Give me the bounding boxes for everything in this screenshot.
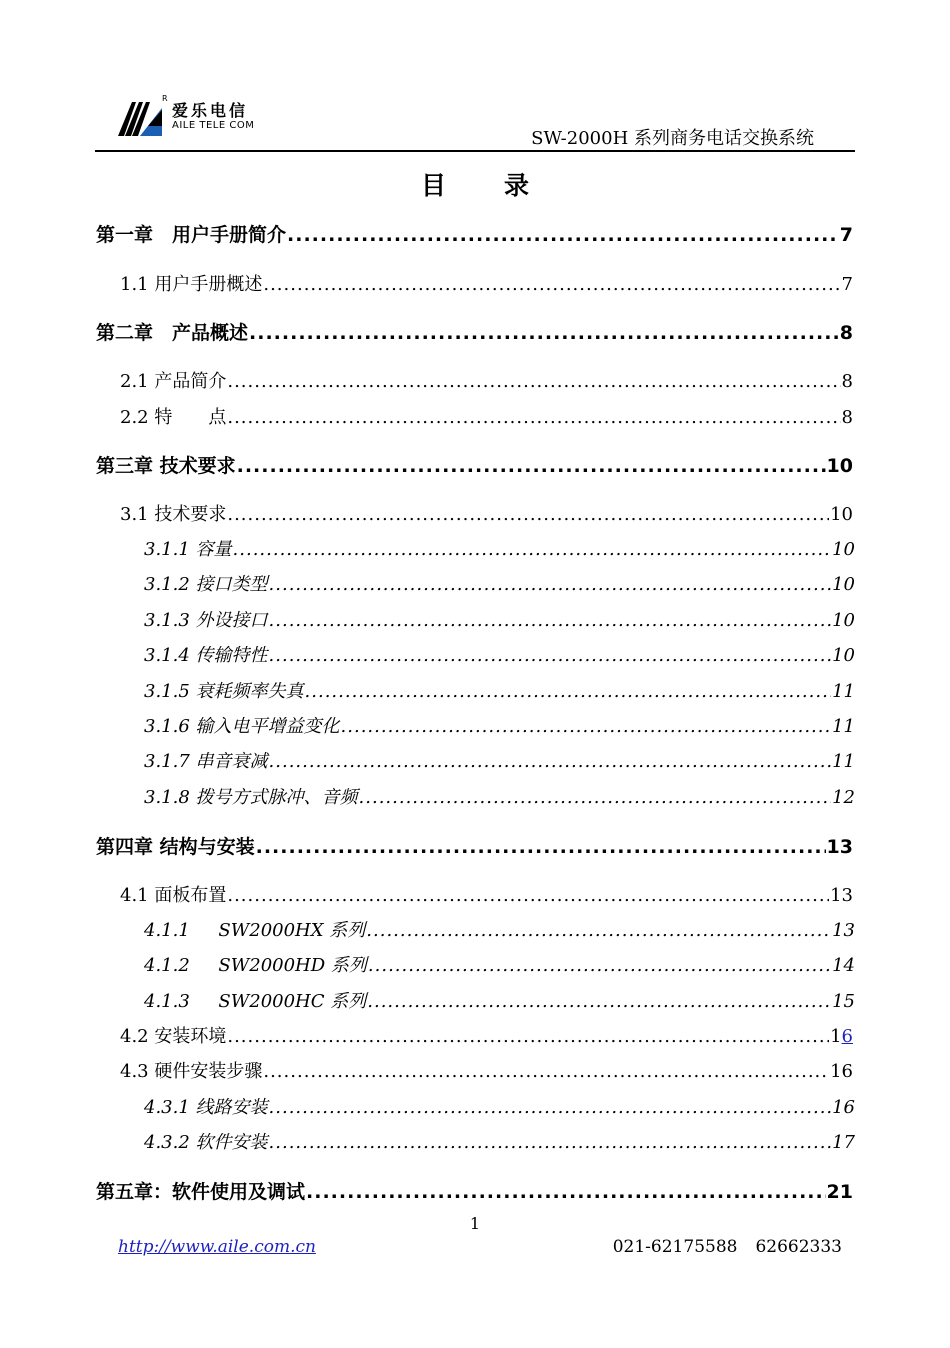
toc-entry[interactable]: 第三章 技术要求 ..... 10 — [96, 451, 853, 478]
toc-entry[interactable]: 4.1 面板布置 ..... 13 — [120, 881, 853, 907]
footer-phone-numbers — [613, 1237, 842, 1257]
toc-entry[interactable]: 3.1 技术要求 ..... 10 — [120, 500, 853, 526]
footer-phone-2: 62662333 — [755, 1237, 842, 1257]
toc-entry[interactable]: 4.2 安装环境 ..... 16 — [120, 1022, 853, 1048]
toc-entry[interactable]: 1.1 用户手册概述 ..... 7 — [120, 270, 853, 296]
toc-entry[interactable]: 2.1 产品简介 ..... 8 — [120, 367, 853, 393]
page-link[interactable]: 6 — [841, 1026, 853, 1047]
header-title: SW-2000H 系列商务电话交换系统 — [531, 128, 814, 149]
footer-phone-1: 021-62175588 — [612, 1237, 738, 1257]
toc-entry[interactable]: 3.1.2 接口类型 ..... 10 — [144, 570, 855, 596]
header-divider — [95, 150, 855, 152]
toc-entry[interactable]: 2.2 特 点 ..... 8 — [120, 403, 853, 429]
toc-entry[interactable]: 第四章 结构与安装 ..... 13 — [96, 832, 853, 859]
logo-mark-icon — [118, 96, 164, 140]
toc-entry[interactable]: 第五章：软件使用及调试 ..... 21 — [96, 1177, 853, 1204]
toc-entry[interactable]: 4.3.1 线路安装 ..... 16 — [144, 1093, 855, 1119]
toc-entry[interactable]: 4.3.2 软件安装 ..... 17 — [144, 1128, 855, 1154]
toc-entry[interactable]: 4.1.3 SW2000HC 系列 ..... 15 — [144, 987, 855, 1013]
toc-entry[interactable]: 3.1.8 拨号方式脉冲、音频 ..... 12 — [144, 783, 855, 809]
toc-entry[interactable]: 3.1.1 容量 ..... 10 — [144, 535, 855, 561]
footer-website-link[interactable]: http://www.aile.com.cn — [118, 1237, 316, 1257]
toc-entry[interactable]: 3.1.7 串音衰减 ..... 11 — [144, 747, 855, 773]
page-number: 1 — [469, 1214, 481, 1233]
toc-entry[interactable]: 第一章 用户手册简介 ..... 7 — [96, 220, 853, 247]
toc-entry[interactable]: 3.1.6 输入电平增益变化 ..... 11 — [144, 712, 855, 738]
toc-entry[interactable]: 3.1.5 衰耗频率失真 ..... 11 — [144, 677, 855, 703]
logo-english-name: AILE TELE COM — [172, 120, 255, 131]
logo-chinese-name: 爱乐电信 — [172, 101, 249, 120]
toc-entry[interactable]: 第二章 产品概述 ..... 8 — [96, 318, 853, 345]
toc-entry[interactable]: 4.1.2 SW2000HD 系列 ..... 14 — [144, 951, 855, 977]
toc-title: 目录 — [420, 171, 587, 200]
logo-registered-mark: R — [162, 94, 168, 103]
toc-entry[interactable]: 3.1.4 传输特性 ..... 10 — [144, 641, 855, 667]
toc-entry[interactable]: 4.1.1 SW2000HX 系列 ..... 13 — [144, 916, 855, 942]
toc-entry[interactable]: 3.1.3 外设接口 ..... 10 — [144, 606, 855, 632]
toc-entry[interactable]: 4.3 硬件安装步骤 ..... 16 — [120, 1057, 853, 1083]
